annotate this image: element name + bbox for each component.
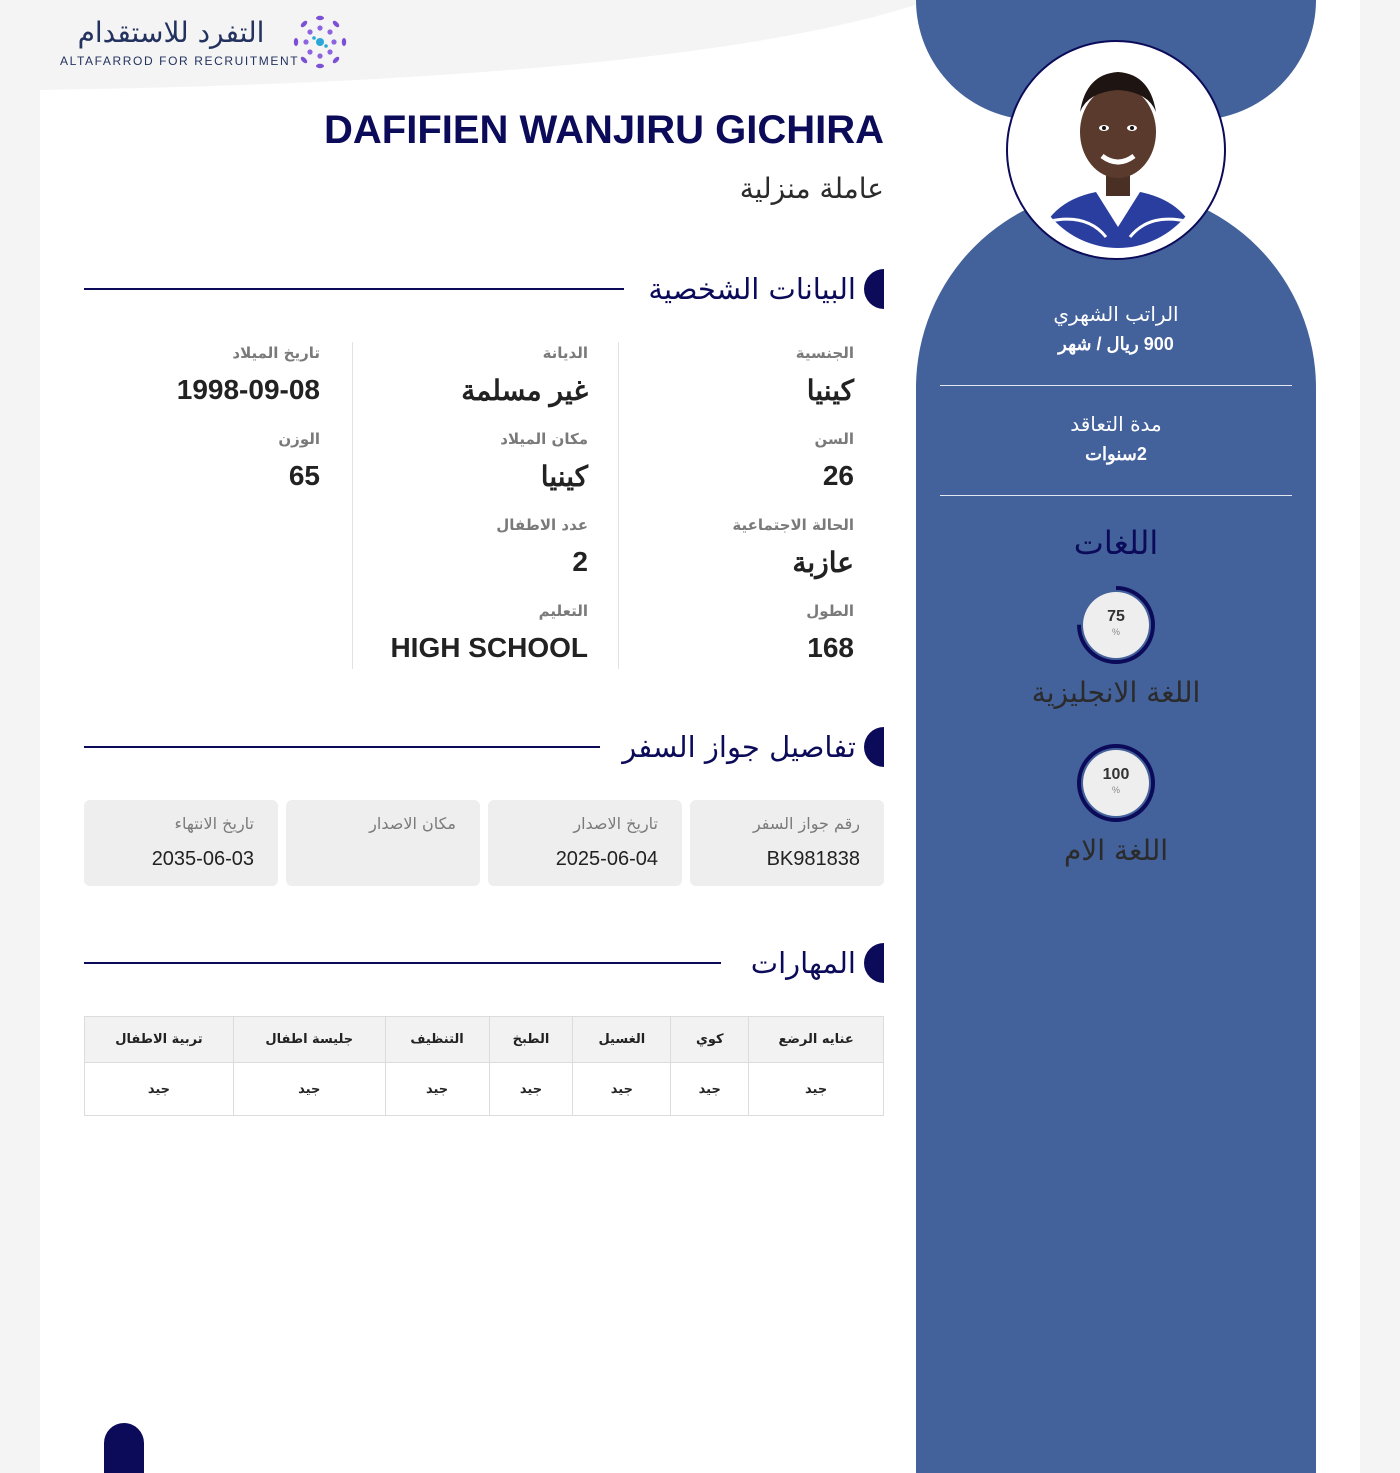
field-value: 168 [807,632,854,663]
passport-field [488,800,682,886]
personal-column [352,342,618,669]
profile-photo-frame [1006,40,1226,260]
skill-level: جيد [749,1063,884,1116]
section-title: تفاصيل جواز السفر [622,730,856,764]
passport-field [286,800,480,886]
skill-level: جيد [671,1063,749,1116]
field-label: السن [814,430,854,448]
field-label: الديانة [542,344,588,362]
language-level-value: 100 [1102,766,1130,783]
language-gauge [1075,584,1157,666]
passport-field [690,800,884,886]
field-value: غير مسلمة [461,375,588,406]
job-title: عاملة منزلية [739,172,884,205]
section-header-skills [84,943,884,983]
skill-level: جيد [489,1063,573,1116]
profile-photo [1026,52,1210,248]
skill-header: التنظيف [385,1017,489,1063]
field-label: تاريخ الميلاد [232,344,320,362]
passport-field-label: تاريخ الانتهاء [174,814,254,833]
section-marker [864,943,884,983]
skill-level: جيد [233,1063,385,1116]
contract-block [940,412,1292,465]
skill-header: جليسة اطفال [233,1017,385,1063]
section-marker [864,269,884,309]
field-value: 65 [288,460,320,491]
field-label: الجنسية [795,344,854,362]
language-gauge [1075,742,1157,824]
skill-header: كوي [671,1017,749,1063]
footer-marker [104,1423,144,1473]
field-label: التعليم [538,602,588,620]
sidebar [916,0,1316,1473]
logo-arabic-text: التفرد للاستقدام [77,16,265,49]
section-rule [84,288,624,290]
field-value: 2 [572,546,588,577]
percent-sign: % [1111,785,1120,795]
field-value: كينيا [806,375,854,406]
skill-level: جيد [85,1063,234,1116]
section-title: البيانات الشخصية [648,272,856,306]
percent-sign: % [1111,627,1120,637]
language-name: اللغة الانجليزية [1031,676,1201,709]
sidebar-body [916,188,1316,1473]
field-label: الحالة الاجتماعية [732,516,854,534]
sidebar-divider [940,385,1292,386]
section-rule [84,746,600,748]
skills-level-row [85,1063,884,1116]
candidate-name: DAFIFIEN WANJIRU GICHIRA [324,108,884,152]
logo-english-text: ALTAFARROD FOR RECRUITMENT [60,54,300,68]
skill-header: تربية الاطفال [85,1017,234,1063]
field-value: كينيا [540,461,588,492]
passport-field [84,800,278,886]
passport-field-label: تاريخ الاصدار [573,814,658,833]
skills-header-row [85,1017,884,1063]
company-logo [60,14,350,72]
section-header-personal [84,269,884,309]
skill-level: جيد [385,1063,489,1116]
language-level-value: 75 [1107,608,1125,625]
passport-field-label: رقم جواز السفر [752,814,860,833]
passport-field-value: BK981838 [766,848,860,870]
section-rule [84,962,721,964]
skill-header: الطبخ [489,1017,573,1063]
skills-table [84,1016,884,1116]
field-label: عدد الاطفال [496,516,588,534]
skill-level: جيد [573,1063,671,1116]
field-label: مكان الميلاد [500,430,588,448]
passport-field-value: 2035-06-03 [151,848,254,870]
skill-header: عنايه الرضع [749,1017,884,1063]
language-name: اللغة الام [1063,834,1169,867]
passport-field-value: 2025-06-04 [555,848,658,870]
passport-field-label: مكان الاصدار [369,814,456,833]
contract-value: 2سنوات [1085,444,1147,464]
field-value: 26 [822,460,854,491]
personal-column [618,342,884,669]
salary-block [940,302,1292,355]
field-value: 1998-09-08 [176,374,320,405]
field-value: عازبة [792,547,854,578]
skill-header: الغسيل [573,1017,671,1063]
section-title: المهارات [750,946,856,980]
contract-label: مدة التعاقد [1070,412,1162,436]
field-label: الوزن [278,430,320,448]
personal-column [84,342,350,669]
sidebar-divider [940,495,1292,496]
salary-label: الراتب الشهري [1053,302,1179,326]
languages-title: اللغات [1073,524,1159,562]
section-marker [864,727,884,767]
field-value: HIGH SCHOOL [390,632,588,663]
logo-dots-icon [292,14,348,70]
field-label: الطول [806,602,854,620]
section-header-passport [84,727,884,767]
salary-value: 900 ريال / شهر [1058,334,1174,354]
